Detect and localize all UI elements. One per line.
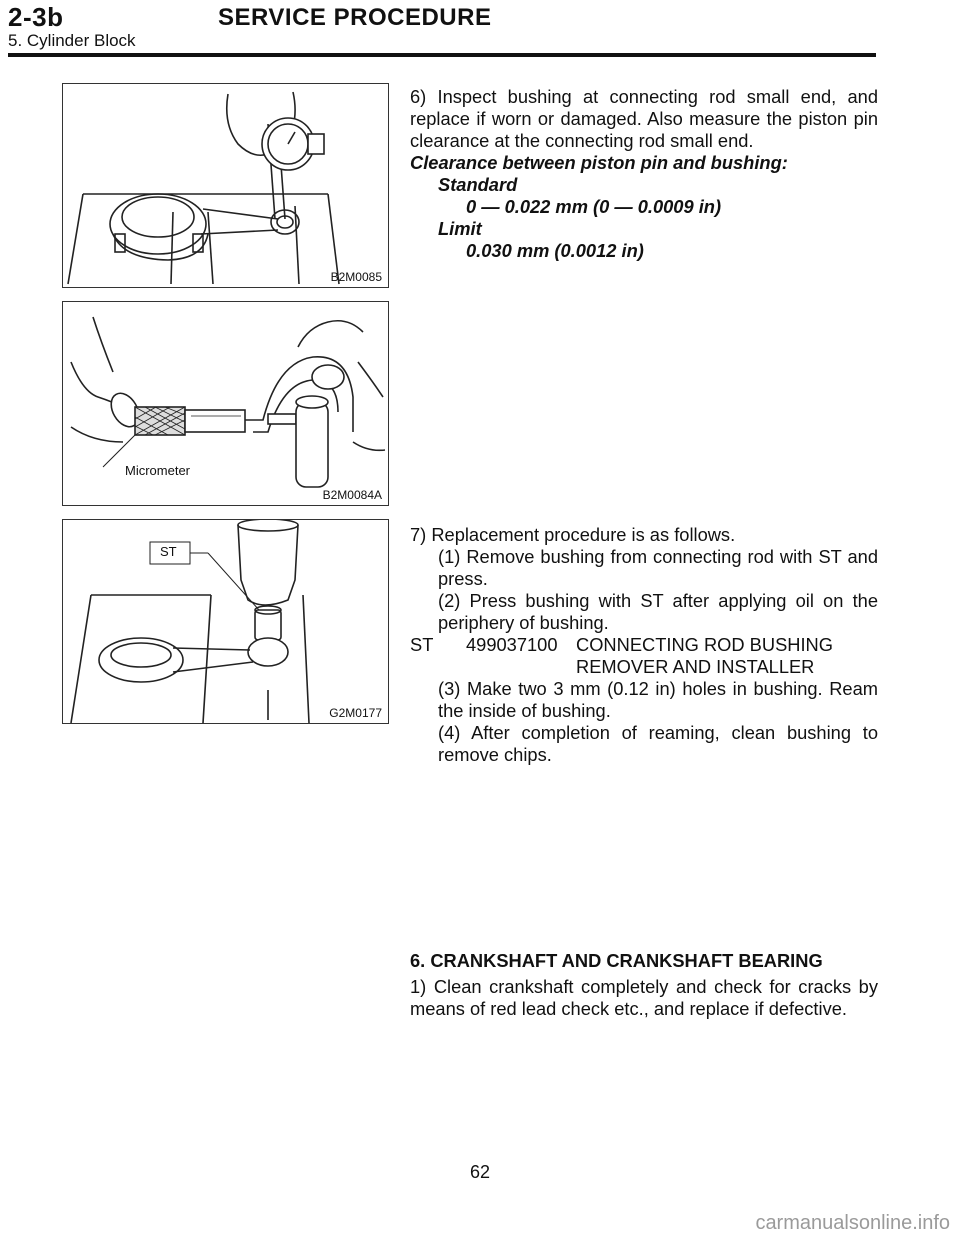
limit-label: Limit — [438, 218, 482, 239]
bushing-press-illustration — [63, 520, 388, 723]
clearance-heading: Clearance between piston pin and bushing: — [410, 152, 788, 173]
figure-code: B2M0085 — [330, 270, 382, 284]
micrometer-label: Micrometer — [125, 463, 191, 478]
step7-sub1: (1) Remove bushing from connecting rod with ST and press. — [438, 546, 878, 589]
st-label: ST — [160, 544, 177, 559]
section6-heading: 6. CRANKSHAFT AND CRANKSHAFT BEARING — [410, 950, 823, 971]
section-code: 2-3b — [8, 2, 64, 32]
step7-sub4: (4) After completion of reaming, clean bushing to remove chips. — [438, 722, 878, 765]
limit-value: 0.030 mm (0.0012 in) — [466, 240, 644, 261]
subsection-title: 5. Cylinder Block — [8, 31, 136, 50]
step6-text: 6) Inspect bushing at connecting rod small end, and replace if worn or damaged. Also measure the piston pin clearance at the connecting rod small end. — [410, 86, 878, 151]
figure-bushing-press — [62, 519, 389, 724]
section6-step1: 1) Clean crankshaft completely and check for cracks by means of red lead check etc., and replace if defective. — [410, 976, 878, 1019]
figure-code: B2M0084A — [322, 488, 382, 502]
section-title: SERVICE PROCEDURE — [218, 4, 492, 31]
figure-dial-gauge — [62, 83, 389, 288]
figure-micrometer — [62, 301, 389, 506]
micrometer-illustration — [63, 302, 388, 505]
step7-sub2: (2) Press bushing with ST after applying oil on the periphery of bushing. — [438, 590, 878, 633]
st-prefix: ST — [410, 634, 434, 655]
standard-value: 0 — 0.022 mm (0 — 0.0009 in) — [466, 196, 722, 217]
figure-code: G2M0177 — [329, 706, 382, 720]
step7-intro: 7) Replacement procedure is as follows. — [410, 524, 736, 545]
standard-label: Standard — [438, 174, 518, 195]
st-name-line2: REMOVER AND INSTALLER — [576, 656, 815, 677]
page-number: 62 — [469, 1162, 491, 1182]
dial-gauge-illustration — [63, 84, 388, 287]
watermark: carmanualsonline.info — [755, 1212, 950, 1234]
st-number: 499037100 — [466, 634, 558, 655]
st-name-line1: CONNECTING ROD BUSHING — [576, 634, 833, 655]
header-divider — [8, 53, 876, 57]
step7-sub3: (3) Make two 3 mm (0.12 in) holes in bushing. Ream the inside of bushing. — [438, 678, 878, 721]
